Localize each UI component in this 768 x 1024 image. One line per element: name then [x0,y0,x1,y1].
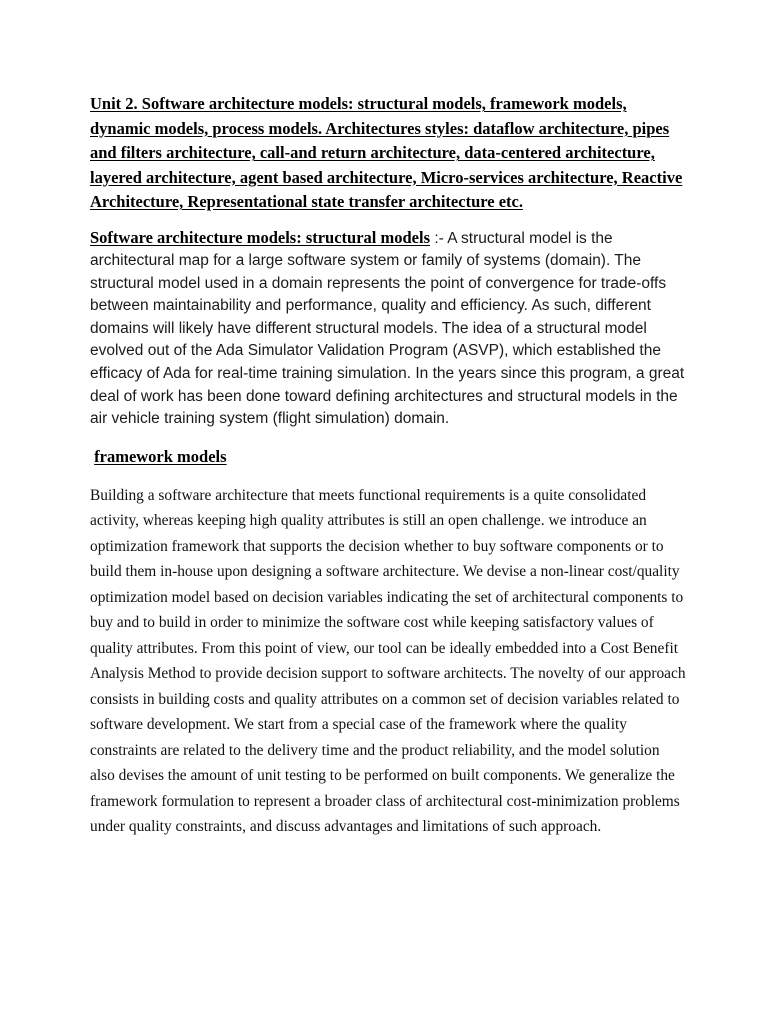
unit-heading: Unit 2. Software architecture models: structural models, framework models, dynamic models, process models. Architectures styles: dataflow architecture, pipes and filters architecture, call-and return architecture, data-centered architecture, layered architecture, agent based architecture, Micro-services architecture, Reactive Architecture, Representational state transfer architecture etc. [90,94,683,211]
framework-models-paragraph: Building a software architecture that meets functional requirements is a quite consolidated activity, whereas keeping high quality attributes is still an open challenge. we introduce an optimization framework that supports the decision whether to buy software components or to build them in-house upon designing a software architecture. We devise a non-linear cost/quality optimization model based on decision variables indicating the set of architectural components to buy and to build in order to minimize the software cost while keeping satisfactory values of quality attributes. From this point of view, our tool can be ideally embedded into a Cost Benefit Analysis Method to provide decision support to software architects. The novelty of our approach consists in building costs and quality attributes on a common set of decision variables related to software development. We start from a special case of the framework where the quality constraints are related to the delivery time and the product reliability, and the model solution also devises the amount of unit testing to be performed on built components. We generalize the framework formulation to represent a broader class of architectural cost-minimization problems under quality constraints, and discuss advantages and limitations of such approach. [90,486,686,836]
framework-models-heading [90,445,688,469]
framework-models-title: framework models [94,446,227,466]
structural-models-title: Software architecture models: structural models [90,227,431,247]
structural-models-paragraph [90,227,688,431]
structural-models-body: :- A structural model is the architectural map for a large software system or family of systems (domain). The structural model used in a domain represents the point of convergence for trade-offs between maintainability and performance, quality and efficiency. As such, different domains will likely have different structural models. The idea of a structural model evolved out of the Ada Simulator Validation Program (ASVP), which established the efficacy of Ada for real-time training simulation. In the years since this program, a great deal of work has been done toward defining architectures and structural models in the air vehicle training system (flight simulation) domain. [90,229,685,428]
